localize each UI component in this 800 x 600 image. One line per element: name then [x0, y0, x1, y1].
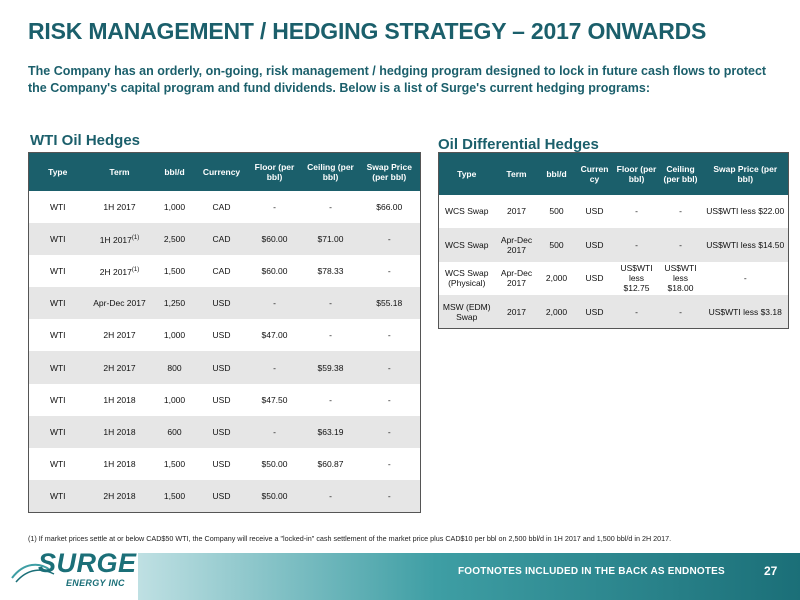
header-swap-price: Swap Price (per bbl) [703, 153, 789, 195]
cell-floor: $47.00 [247, 319, 303, 351]
cell-floor: $60.00 [247, 255, 303, 287]
table-row [29, 480, 421, 512]
intro-paragraph: The Company has an orderly, on-going, risk management / hedging program designed to lock in future cash flows to protect the Company's capital program and fund dividends. Below is a list of Surge's current hedging programs: [28, 64, 767, 95]
surge-energy-logo [10, 548, 150, 596]
cell-swap-price: - [359, 384, 421, 416]
cell-type: WCS Swap (Physical) [439, 262, 495, 296]
cell-term: Apr-Dec 2017 [495, 262, 539, 296]
cell-bbld: 1,000 [153, 384, 197, 416]
logo-word: SURGE [38, 548, 137, 578]
cell-bbld: 1,250 [153, 287, 197, 319]
cell-term: 2H 2018 [87, 480, 153, 512]
cell-swap-price: US$WTI less $22.00 [703, 195, 789, 229]
cell-term: 1H 2018 [87, 416, 153, 448]
cell-type: WTI [29, 448, 87, 480]
header-floor: Floor (per bbl) [247, 153, 303, 191]
cell-term: 1H 2017 [87, 191, 153, 223]
table-row [439, 228, 789, 262]
cell-term: 2H 2017$^{(1)}$ [87, 255, 153, 287]
cell-swap-price: - [359, 319, 421, 351]
cell-swap-price: $66.00 [359, 191, 421, 223]
cell-ceiling: - [303, 287, 359, 319]
cell-floor: US$WTI less $12.75 [615, 262, 659, 296]
cell-term: 1H 2018 [87, 448, 153, 480]
table-header-row [29, 153, 421, 191]
cell-ceiling: - [303, 191, 359, 223]
header-term: Term [495, 153, 539, 195]
cell-ceiling: - [303, 319, 359, 351]
table-row [29, 448, 421, 480]
cell-term: 2017 [495, 295, 539, 329]
cell-floor: - [247, 351, 303, 383]
footnote-marker: (1) [131, 267, 140, 274]
table-row [29, 319, 421, 351]
cell-bbld: 1,500 [153, 480, 197, 512]
cell-currency: USD [575, 262, 615, 296]
header-swap-price: Swap Price (per bbl) [359, 153, 421, 191]
cell-bbld: 2,500 [153, 223, 197, 255]
cell-currency: CAD [197, 191, 247, 223]
page-number: 27 [764, 564, 778, 578]
cell-currency: USD [197, 351, 247, 383]
cell-ceiling: - [659, 228, 703, 262]
table-row [29, 351, 421, 383]
cell-bbld: 1,500 [153, 448, 197, 480]
wti-hedges-table [28, 152, 421, 513]
oil-differential-hedges-table [438, 152, 789, 329]
cell-term: 1H 2017$^{(1)}$ [87, 223, 153, 255]
header-floor: Floor (per bbl) [615, 153, 659, 195]
cell-bbld: 2,000 [539, 295, 575, 329]
cell-currency: USD [197, 287, 247, 319]
cell-bbld: 500 [539, 195, 575, 229]
cell-floor: - [247, 191, 303, 223]
cell-bbld: 500 [539, 228, 575, 262]
cell-floor: - [247, 287, 303, 319]
cell-currency: USD [197, 384, 247, 416]
cell-bbld: 600 [153, 416, 197, 448]
cell-currency: USD [575, 295, 615, 329]
cell-swap-price: - [359, 480, 421, 512]
cell-floor: - [615, 295, 659, 329]
cell-floor: - [247, 416, 303, 448]
cell-currency: USD [197, 319, 247, 351]
cell-swap-price: $55.18 [359, 287, 421, 319]
cell-type: WTI [29, 416, 87, 448]
table-row [29, 191, 421, 223]
cell-currency: USD [197, 416, 247, 448]
header-bbld: bbl/d [153, 153, 197, 191]
table-row [29, 223, 421, 255]
cell-type: WTI [29, 191, 87, 223]
cell-currency: USD [197, 480, 247, 512]
cell-type: WTI [29, 287, 87, 319]
cell-term: 1H 2018 [87, 384, 153, 416]
cell-bbld: 2,000 [539, 262, 575, 296]
cell-currency: USD [575, 228, 615, 262]
cell-ceiling: $59.38 [303, 351, 359, 383]
header-bbld: bbl/d [539, 153, 575, 195]
cell-type: MSW (EDM) Swap [439, 295, 495, 329]
cell-ceiling: - [303, 384, 359, 416]
cell-swap-price: - [359, 223, 421, 255]
header-type: Type [29, 153, 87, 191]
cell-bbld: 800 [153, 351, 197, 383]
cell-swap-price: US$WTI less $14.50 [703, 228, 789, 262]
cell-ceiling: US$WTI less $18.00 [659, 262, 703, 296]
header-currency: Curren cy [575, 153, 615, 195]
cell-ceiling: $60.87 [303, 448, 359, 480]
cell-swap-price: - [359, 255, 421, 287]
cell-swap-price: - [359, 351, 421, 383]
table-row [29, 416, 421, 448]
cell-term: Apr-Dec 2017 [495, 228, 539, 262]
header-currency: Currency [197, 153, 247, 191]
cell-swap-price: - [359, 448, 421, 480]
cell-type: WTI [29, 255, 87, 287]
footer-endnotes-text: FOOTNOTES INCLUDED IN THE BACK AS ENDNOTES [458, 566, 725, 577]
cell-term: 2H 2017 [87, 351, 153, 383]
cell-type: WTI [29, 319, 87, 351]
cell-ceiling: $63.19 [303, 416, 359, 448]
cell-type: WTI [29, 223, 87, 255]
cell-ceiling: $71.00 [303, 223, 359, 255]
cell-term: 2H 2017 [87, 319, 153, 351]
header-term: Term [87, 153, 153, 191]
page-title: RISK MANAGEMENT / HEDGING STRATEGY – 2017 ONWARDS [28, 18, 707, 44]
footnote: (1) If market prices settle at or below CAD$50 WTI, the Company will receive a "locked-in" cash settlement of the market price plus CAD$10 per bbl on 2,500 bbl/d in 1H 2017 and 1,500 bbl/d in 2H 2017. [28, 534, 672, 543]
cell-bbld: 1,000 [153, 319, 197, 351]
table-row [29, 384, 421, 416]
table-row [29, 255, 421, 287]
footnote-marker: (1) [131, 234, 140, 241]
cell-term: Apr-Dec 2017 [87, 287, 153, 319]
cell-bbld: 1,500 [153, 255, 197, 287]
cell-floor: - [615, 228, 659, 262]
cell-swap-price: US$WTI less $3.18 [703, 295, 789, 329]
table-row [439, 195, 789, 229]
diff-section-title: Oil Differential Hedges [438, 136, 599, 153]
cell-type: WTI [29, 480, 87, 512]
cell-currency: USD [197, 448, 247, 480]
cell-currency: CAD [197, 223, 247, 255]
wti-section-title: WTI Oil Hedges [30, 132, 141, 149]
cell-term: 2017 [495, 195, 539, 229]
cell-floor: - [615, 195, 659, 229]
cell-currency: USD [575, 195, 615, 229]
table-row [439, 262, 789, 296]
cell-type: WCS Swap [439, 195, 495, 229]
table-header-row [439, 153, 789, 195]
table-row [29, 287, 421, 319]
header-ceiling: Ceiling (per bbl) [303, 153, 359, 191]
cell-bbld: 1,000 [153, 191, 197, 223]
cell-swap-price: - [703, 262, 789, 296]
cell-ceiling: - [659, 295, 703, 329]
cell-floor: $50.00 [247, 448, 303, 480]
cell-ceiling: - [659, 195, 703, 229]
cell-ceiling: - [303, 480, 359, 512]
cell-floor: $50.00 [247, 480, 303, 512]
table-row [439, 295, 789, 329]
cell-currency: CAD [197, 255, 247, 287]
header-ceiling: Ceiling (per bbl) [659, 153, 703, 195]
header-type: Type [439, 153, 495, 195]
cell-type: WCS Swap [439, 228, 495, 262]
cell-ceiling: $78.33 [303, 255, 359, 287]
logo-subtitle: ENERGY INC [66, 578, 125, 588]
cell-type: WTI [29, 351, 87, 383]
cell-type: WTI [29, 384, 87, 416]
cell-swap-price: - [359, 416, 421, 448]
cell-floor: $47.50 [247, 384, 303, 416]
cell-floor: $60.00 [247, 223, 303, 255]
